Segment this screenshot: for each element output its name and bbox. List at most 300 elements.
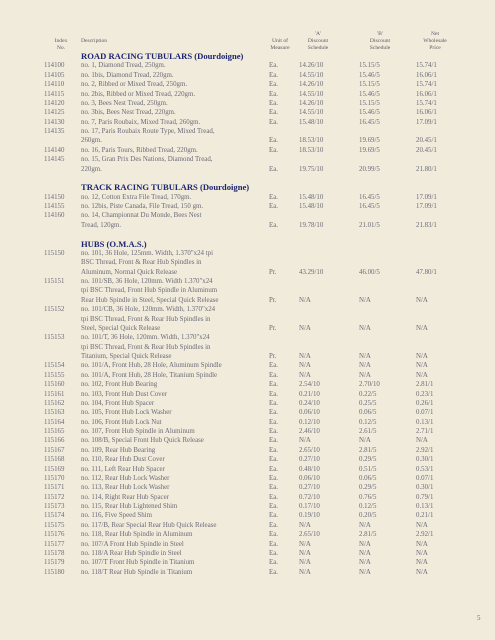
a-discount-cell: 15.48/10: [299, 193, 324, 201]
unit-cell: Ea.: [269, 418, 278, 426]
index-cell: 114135: [44, 128, 65, 135]
table-row: [0, 455, 495, 464]
b-discount-cell: 2.70/10: [359, 381, 380, 389]
b-discount-cell: 19.69/5: [359, 146, 380, 154]
table-row: [0, 136, 495, 145]
a-discount-cell: 0.24/10: [299, 399, 320, 407]
description-cell: no. 115, Rear Hub Lightened Shim: [81, 503, 178, 510]
index-cell: 115151: [44, 278, 65, 285]
unit-cell: Ea.: [269, 146, 278, 154]
description-cell: tpi BSC Thread, Front & Rear Hub Spindles in: [81, 343, 211, 351]
net-price-cell: N/A: [416, 362, 428, 370]
a-discount-cell: 15.48/10: [299, 203, 324, 210]
a-discount-cell: N/A: [299, 437, 311, 445]
index-cell: 115177: [44, 540, 65, 548]
a-discount-cell: 19.78/10: [299, 221, 324, 229]
a-discount-cell: 0.21/10: [299, 390, 320, 398]
table-row: [0, 502, 495, 511]
b-discount-cell: 0.20/5: [359, 512, 377, 520]
unit-cell: Ea.: [269, 512, 278, 520]
description-cell: no. 112, Rear Hub Lock Washer: [81, 474, 170, 482]
table-row: [0, 380, 495, 389]
table-row: [0, 277, 495, 286]
a-discount-cell: 0.27/10: [299, 484, 320, 492]
net-price-cell: 15.74/1: [416, 81, 437, 89]
b-discount-cell: 19.69/5: [359, 137, 380, 145]
b-discount-cell: 0.12/5: [359, 503, 377, 510]
index-cell: 115176: [44, 531, 65, 539]
unit-cell: Ea.: [269, 381, 278, 389]
unit-cell: Ea.: [269, 399, 278, 407]
net-price-cell: 17.09/1: [416, 118, 437, 126]
description-cell: Steel, Special Quick Release: [81, 324, 161, 332]
table-row: [0, 474, 495, 483]
description-cell: Rear Hub Spindle in Steel, Special Quick Release: [81, 296, 219, 304]
section-title-text: HUBS (O.M.A.S.): [81, 238, 147, 249]
b-discount-cell: 16.45/5: [359, 203, 380, 210]
net-price-cell: 16.06/1: [416, 71, 437, 79]
unit-cell: Ea.: [269, 493, 278, 501]
a-discount-cell: N/A: [299, 353, 311, 360]
table-row: [0, 399, 495, 408]
b-discount-cell: 0.12/5: [359, 418, 377, 426]
a-discount-cell: 0.12/10: [299, 418, 320, 426]
index-cell: 115179: [44, 559, 65, 567]
index-cell: 115175: [44, 521, 65, 529]
table-row: [0, 268, 495, 277]
b-discount-cell: N/A: [359, 362, 371, 370]
table-row: [0, 71, 495, 80]
a-discount-cell: N/A: [299, 324, 311, 332]
net-price-cell: N/A: [416, 371, 428, 379]
a-discount-cell: 0.06/10: [299, 409, 320, 417]
unit-cell: Ea.: [269, 484, 278, 492]
unit-cell: Ea.: [269, 203, 278, 210]
b-discount-cell: 21.01/5: [359, 221, 380, 229]
b-discount-cell: 20.99/5: [359, 165, 380, 173]
a-discount-cell: N/A: [299, 296, 311, 304]
description-cell: Titanium, Special Quick Release: [81, 353, 172, 360]
index-cell: 114160: [44, 212, 65, 220]
net-price-cell: 17.09/1: [416, 203, 437, 210]
table-row: [0, 127, 495, 136]
description-cell: no. 107/A Front Hub Spindle in Steel: [81, 540, 184, 548]
a-discount-cell: 0.19/10: [299, 512, 320, 520]
description-cell: no. 107, Front Hub Spindle in Aluminum: [81, 428, 195, 435]
unit-cell: Ea.: [269, 165, 278, 173]
a-discount-cell: 0.27/10: [299, 456, 320, 464]
index-cell: 115171: [44, 484, 65, 492]
description-cell: no. 15, Gran Prix Des Nations, Diamond Tread,: [81, 156, 213, 164]
index-cell: 115153: [44, 334, 65, 342]
unit-cell: Ea.: [269, 137, 278, 145]
table-row: [0, 361, 495, 370]
b-discount-cell: 15.46/5: [359, 71, 380, 79]
b-discount-cell: 15.15/5: [359, 99, 380, 107]
b-discount-cell: 0.06/5: [359, 409, 377, 417]
unit-cell: Ea.: [269, 81, 278, 89]
description-cell: no. 14, Championnat Du Monde, Bees Nest: [81, 212, 202, 220]
unit-cell: Ea.: [269, 521, 278, 529]
unit-cell: Ea.: [269, 540, 278, 548]
header-net-price: Net Wholesale Price: [423, 31, 447, 51]
a-discount-cell: 2.54/10: [299, 381, 320, 389]
b-discount-cell: N/A: [359, 296, 371, 304]
a-discount-cell: 14.26/10: [299, 62, 324, 70]
unit-cell: Ea.: [269, 437, 278, 445]
net-price-cell: 15.74/1: [416, 99, 437, 107]
table-row: [0, 530, 495, 539]
a-discount-cell: 19.75/10: [299, 165, 324, 173]
net-price-cell: 0.07/1: [416, 474, 434, 482]
description-cell: no. 2bis, Ribbed or Mixed Tread, 220gm.: [81, 90, 196, 98]
description-cell: 220gm.: [81, 165, 102, 173]
table-row: [0, 436, 495, 445]
section-title-text: ROAD RACING TUBULARS (Dourdoigne): [81, 51, 244, 61]
index-cell: 115160: [44, 381, 65, 389]
description-cell: no. 1bis, Diamond Tread, 220gm.: [81, 71, 174, 79]
table-row: [0, 193, 495, 202]
unit-cell: Ea.: [269, 390, 278, 398]
b-discount-cell: N/A: [359, 540, 371, 548]
table-row: [0, 80, 495, 89]
description-cell: no. 101/A, Front Hub, 28 Hole, Aluminum Spindle: [81, 362, 222, 370]
description-cell: no. 12bis, Piste Canada, File Tread, 150 gm.: [81, 203, 204, 210]
unit-cell: Ea.: [269, 193, 278, 201]
table-row: [0, 296, 495, 305]
b-discount-cell: N/A: [359, 521, 371, 529]
b-discount-cell: N/A: [359, 371, 371, 379]
index-cell: 115150: [44, 249, 65, 257]
unit-cell: Ea.: [269, 456, 278, 464]
a-discount-cell: 2.65/10: [299, 446, 320, 454]
unit-cell: Ea.: [269, 62, 278, 70]
a-discount-cell: 0.48/10: [299, 465, 320, 473]
index-cell: 114105: [44, 71, 65, 79]
index-cell: 114130: [44, 118, 65, 126]
table-row: [0, 418, 495, 427]
table-row: [0, 61, 495, 70]
table-row: [0, 427, 495, 436]
table-row: [0, 446, 495, 455]
description-cell: no. 2, Ribbed or Mixed Tread, 250gm.: [81, 81, 188, 89]
header-unit: Unit of Measure: [270, 38, 290, 51]
index-cell: 115178: [44, 549, 65, 557]
net-price-cell: 16.06/1: [416, 90, 437, 98]
description-cell: no. 101/A, Front Hub, 28 Hole, Titanium Spindle: [81, 371, 218, 379]
table-row: [0, 90, 495, 99]
a-discount-cell: 14.26/10: [299, 99, 324, 107]
table-row: [0, 99, 495, 108]
b-discount-cell: 0.06/5: [359, 474, 377, 482]
unit-cell: Pr.: [269, 353, 277, 360]
table-row: [0, 221, 495, 230]
unit-cell: Ea.: [269, 409, 278, 417]
b-discount-cell: 15.15/5: [359, 81, 380, 89]
a-discount-cell: 14.26/10: [299, 81, 324, 89]
index-cell: 114125: [44, 109, 65, 117]
b-discount-cell: N/A: [359, 353, 371, 360]
table-row: [0, 558, 495, 567]
b-discount-cell: 0.51/5: [359, 465, 377, 473]
net-price-cell: 0.21/1: [416, 512, 434, 520]
net-price-cell: N/A: [416, 549, 428, 557]
b-discount-cell: N/A: [359, 559, 371, 567]
description-cell: no. 107/T Front Hub Spindle in Titanium: [81, 559, 195, 567]
index-cell: 115173: [44, 503, 65, 510]
index-cell: 115169: [44, 465, 65, 473]
index-cell: 115172: [44, 493, 65, 501]
b-discount-cell: 2.81/5: [359, 446, 377, 454]
index-cell: 115170: [44, 474, 65, 482]
description-cell: no. 7, Paris Roubaix, Mixed Tread, 260gm.: [81, 118, 201, 126]
description-cell: tpi BSC Thread, Front & Rear Hub Spindles in: [81, 315, 211, 323]
section-title: [0, 240, 495, 249]
table-row: [0, 258, 495, 267]
net-price-cell: 0.53/1: [416, 465, 434, 473]
table-row: [0, 165, 495, 174]
table-row: [0, 118, 495, 127]
description-cell: no. 105, Front Hub Lock Washer: [81, 409, 172, 417]
description-cell: no. 16, Paris Tours, Ribbed Tread, 220gm.: [81, 146, 198, 154]
table-row: [0, 408, 495, 417]
unit-cell: Ea.: [269, 221, 278, 229]
table-row: [0, 343, 495, 352]
b-discount-cell: 16.45/5: [359, 118, 380, 126]
description-cell: tpi BSC Thread, Front Hub Spindle in Aluminum: [81, 287, 218, 295]
unit-cell: Ea.: [269, 71, 278, 79]
b-discount-cell: 0.29/5: [359, 456, 377, 464]
a-discount-cell: N/A: [299, 371, 311, 379]
section-title-text: TRACK RACING TUBULARS (Dourdoigne): [81, 182, 250, 193]
table-row: [0, 333, 495, 342]
unit-cell: Ea.: [269, 503, 278, 510]
index-cell: 115154: [44, 362, 65, 370]
description-cell: no. 116, Five Speed Shim: [81, 512, 152, 520]
b-discount-cell: 46.00/5: [359, 268, 380, 276]
b-discount-cell: 0.29/5: [359, 484, 377, 492]
a-discount-cell: 2.46/10: [299, 428, 320, 435]
index-cell: 114100: [44, 62, 65, 70]
a-discount-cell: N/A: [299, 549, 311, 557]
index-cell: 115166: [44, 437, 65, 445]
table-row: [0, 315, 495, 324]
net-price-cell: N/A: [416, 296, 428, 304]
description-cell: no. 101, 36 Hole, 125mm. Width, 1.370"x24 tpi: [81, 249, 213, 257]
table-row: [0, 390, 495, 399]
b-discount-cell: 15.15/5: [359, 62, 380, 70]
unit-cell: Ea.: [269, 371, 278, 379]
net-price-cell: 17.09/1: [416, 193, 437, 201]
description-cell: no. 114, Right Rear Hub Spacer: [81, 493, 169, 501]
b-discount-cell: N/A: [359, 437, 371, 445]
unit-cell: Ea.: [269, 446, 278, 454]
unit-cell: Ea.: [269, 474, 278, 482]
description-cell: no. 109, Rear Hub Bearing: [81, 446, 156, 454]
unit-cell: Ea.: [269, 568, 278, 576]
net-price-cell: N/A: [416, 521, 428, 529]
net-price-cell: 20.45/1: [416, 146, 437, 154]
a-discount-cell: N/A: [299, 540, 311, 548]
page-number: 5: [477, 614, 481, 622]
description-cell: no. 101/CB, 36 Hole, 120mm. Width, 1.370"x24: [81, 306, 216, 314]
unit-cell: Ea.: [269, 465, 278, 473]
index-cell: 115167: [44, 446, 65, 454]
description-cell: 260gm.: [81, 137, 102, 145]
table-row: [0, 108, 495, 117]
description-cell: no. 117/B, Rear Special Rear Hub Quick Release: [81, 521, 217, 529]
price-list: [0, 52, 495, 577]
table-row: [0, 511, 495, 520]
b-discount-cell: N/A: [359, 549, 371, 557]
index-cell: 114140: [44, 146, 65, 154]
description-cell: no. 103, Front Hub Dust Cover: [81, 390, 167, 398]
index-cell: 115164: [44, 418, 65, 426]
net-price-cell: 0.23/1: [416, 390, 434, 398]
a-discount-cell: N/A: [299, 521, 311, 529]
unit-cell: Ea.: [269, 531, 278, 539]
description-cell: no. 104, Front Hub Spacer: [81, 399, 155, 407]
description-cell: no. 110, Rear Hub Dust Cover: [81, 456, 165, 464]
a-discount-cell: N/A: [299, 568, 311, 576]
index-cell: 115174: [44, 512, 65, 520]
net-price-cell: N/A: [416, 540, 428, 548]
net-price-cell: N/A: [416, 353, 428, 360]
b-discount-cell: 2.81/5: [359, 531, 377, 539]
net-price-cell: 20.45/1: [416, 137, 437, 145]
unit-cell: Ea.: [269, 362, 278, 370]
table-row: [0, 211, 495, 220]
index-cell: 114110: [44, 81, 65, 89]
net-price-cell: 2.71/1: [416, 428, 434, 435]
description-cell: Aluminum, Normal Quick Release: [81, 268, 178, 276]
b-discount-cell: 0.25/5: [359, 399, 377, 407]
description-cell: no. 3, Bees Nest Tread, 250gm.: [81, 99, 168, 107]
table-row: [0, 305, 495, 314]
unit-cell: Ea.: [269, 428, 278, 435]
description-cell: no. 101/T, 36 Hole, 120mm. Width, 1.370"x24: [81, 334, 210, 342]
net-price-cell: 0.07/1: [416, 409, 434, 417]
table-row: [0, 568, 495, 577]
table-row: [0, 493, 495, 502]
b-discount-cell: N/A: [359, 324, 371, 332]
description-cell: no. 101/SB, 36 Hole, 120mm. Width 1.370"x24: [81, 278, 213, 285]
unit-cell: Ea.: [269, 559, 278, 567]
net-price-cell: 21.80/1: [416, 165, 437, 173]
table-row: [0, 202, 495, 211]
a-discount-cell: 15.48/10: [299, 118, 324, 126]
unit-cell: Ea.: [269, 549, 278, 557]
net-price-cell: 0.79/1: [416, 493, 434, 501]
table-row: [0, 324, 495, 333]
a-discount-cell: N/A: [299, 559, 311, 567]
a-discount-cell: 14.55/10: [299, 90, 324, 98]
index-cell: 115155: [44, 371, 65, 379]
net-price-cell: 16.06/1: [416, 109, 437, 117]
table-row: [0, 371, 495, 380]
net-price-cell: 2.92/1: [416, 531, 434, 539]
unit-cell: Pr.: [269, 324, 277, 332]
description-cell: no. 3bis, Bees Nest Tread, 220gm.: [81, 109, 176, 117]
net-price-cell: 21.83/1: [416, 221, 437, 229]
net-price-cell: 0.13/1: [416, 418, 434, 426]
b-discount-cell: 15.46/5: [359, 90, 380, 98]
table-row: [0, 155, 495, 164]
description-cell: no. 118, Rear Hub Spindle in Aluminum: [81, 531, 193, 539]
a-discount-cell: 18.53/10: [299, 146, 324, 154]
table-row: [0, 352, 495, 361]
a-discount-cell: 0.06/10: [299, 474, 320, 482]
a-discount-cell: N/A: [299, 362, 311, 370]
b-discount-cell: N/A: [359, 568, 371, 576]
description-cell: no. 102, Front Hub Bearing: [81, 381, 158, 389]
unit-cell: Ea.: [269, 99, 278, 107]
table-row: [0, 249, 495, 258]
net-price-cell: N/A: [416, 559, 428, 567]
index-cell: 114155: [44, 203, 65, 210]
net-price-cell: 47.80/1: [416, 268, 437, 276]
net-price-cell: 2.92/1: [416, 446, 434, 454]
index-cell: 115180: [44, 568, 65, 576]
index-cell: 114150: [44, 193, 65, 201]
description-cell: no. 108/B, Special Front Hub Quick Release: [81, 437, 204, 445]
net-price-cell: 0.30/1: [416, 456, 434, 464]
a-discount-cell: 0.72/10: [299, 493, 320, 501]
index-cell: 115161: [44, 390, 65, 398]
a-discount-cell: 14.55/10: [299, 71, 324, 79]
section-title: [0, 183, 495, 192]
a-discount-cell: 43.29/10: [299, 268, 324, 276]
index-cell: 114115: [44, 90, 65, 98]
index-cell: 115168: [44, 456, 65, 464]
net-price-cell: N/A: [416, 568, 428, 576]
description-cell: no. 118/T Rear Hub Spindle in Titanium: [81, 568, 193, 576]
table-row: [0, 521, 495, 530]
table-row: [0, 146, 495, 155]
unit-cell: Ea.: [269, 118, 278, 126]
table-row: [0, 286, 495, 295]
unit-cell: Ea.: [269, 109, 278, 117]
unit-cell: Pr.: [269, 296, 277, 304]
description-cell: no. 118/A Rear Hub Spindle in Steel: [81, 549, 182, 557]
description-cell: no. 1, Diamond Tread, 250gm.: [81, 62, 166, 70]
header-b-discount: 'B' Discount Schedule: [369, 31, 391, 51]
net-price-cell: 15.74/1: [416, 62, 437, 70]
index-cell: 115165: [44, 428, 65, 435]
net-price-cell: N/A: [416, 324, 428, 332]
section-title: [0, 52, 495, 61]
header-description: Description: [81, 38, 108, 44]
description-cell: Tread, 120gm.: [81, 221, 122, 229]
description-cell: no. 111, Left Rear Hub Spacer: [81, 465, 165, 473]
index-cell: 115163: [44, 409, 65, 417]
net-price-cell: 0.30/1: [416, 484, 434, 492]
a-discount-cell: 18.53/10: [299, 137, 324, 145]
description-cell: no. 106, Front Hub Lock Nut: [81, 418, 162, 426]
description-cell: no. 113, Rear Hub Lock Washer: [81, 484, 170, 492]
table-row: [0, 549, 495, 558]
description-cell: BSC Thread, Front & Rear Hub Spindles in: [81, 259, 202, 267]
spacer-row: [0, 230, 495, 239]
unit-cell: Ea.: [269, 90, 278, 98]
b-discount-cell: 2.61/5: [359, 428, 377, 435]
index-cell: 114120: [44, 99, 65, 107]
b-discount-cell: 16.45/5: [359, 193, 380, 201]
a-discount-cell: 2.65/10: [299, 531, 320, 539]
table-row: [0, 465, 495, 474]
net-price-cell: N/A: [416, 437, 428, 445]
description-cell: no. 17, Paris Roubaix Route Type, Mixed Tread,: [81, 128, 215, 135]
